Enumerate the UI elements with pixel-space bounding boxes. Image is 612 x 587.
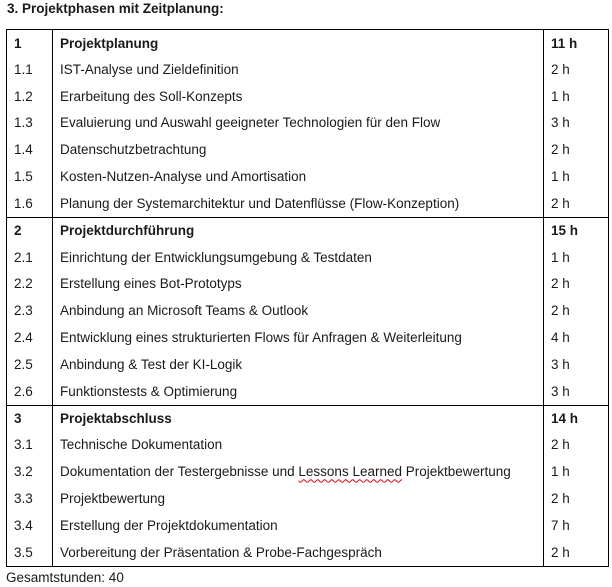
task-number: 1.5 [7,163,53,190]
section-heading: 3. Projektphasen mit Zeitplanung: [7,1,224,16]
spellcheck-flagged-text[interactable]: Lessons Learned [298,464,402,480]
phase-number: 2 [7,217,53,244]
task-hours: 3 h [544,110,609,137]
task-row [7,485,609,512]
task-number: 1.3 [7,110,53,137]
task-row [7,324,609,351]
phase-title: Projektabschluss [53,405,544,432]
task-number: 3.1 [7,432,53,459]
task-hours: 2 h [544,56,609,83]
task-row [7,297,609,324]
task-hours: 3 h [544,351,609,378]
phase-number: 1 [7,30,53,57]
task-title: Erstellung eines Bot-Prototyps [53,271,544,298]
task-hours: 1 h [544,244,609,271]
task-row [7,539,609,566]
phase-row [7,405,609,432]
phase-title: Projektdurchführung [53,217,544,244]
task-title-part: Projektbewertung [401,464,511,480]
task-number: 3.4 [7,512,53,539]
task-row [7,432,609,459]
task-title: Projektbewertung [53,485,544,512]
phase-row [7,30,609,57]
phase-row [7,217,609,244]
task-row [7,190,609,217]
task-number: 2.3 [7,297,53,324]
task-title: Vorbereitung der Präsentation & Probe-Fachgespräch [53,539,544,566]
task-number: 1.4 [7,136,53,163]
task-title: Entwicklung eines strukturierten Flows für Anfragen & Weiterleitung [53,324,544,351]
task-title: Erarbeitung des Soll-Konzepts [53,83,544,110]
phase-hours: 15 h [544,217,609,244]
task-number: 2.6 [7,378,53,405]
task-title: Funktionstests & Optimierung [53,378,544,405]
task-title [53,458,544,485]
phase-title: Projektplanung [53,30,544,57]
task-title: IST-Analyse und Zieldefinition [53,56,544,83]
total-hours: Gesamtstunden: 40 [6,570,124,585]
task-hours: 3 h [544,378,609,405]
task-title: Anbindung an Microsoft Teams & Outlook [53,297,544,324]
task-number: 1.2 [7,83,53,110]
task-title-part: Dokumentation der Testergebnisse und [60,464,299,480]
task-hours: 1 h [544,163,609,190]
task-number: 2.1 [7,244,53,271]
phase-hours: 11 h [544,30,609,57]
task-row [7,163,609,190]
task-row [7,271,609,298]
task-row [7,136,609,163]
task-title: Anbindung & Test der KI-Logik [53,351,544,378]
task-number: 1.1 [7,56,53,83]
task-hours: 4 h [544,324,609,351]
phase-number: 3 [7,405,53,432]
task-title: Technische Dokumentation [53,432,544,459]
task-number: 2.2 [7,271,53,298]
task-row [7,351,609,378]
task-hours: 2 h [544,190,609,217]
task-number: 2.5 [7,351,53,378]
task-title: Datenschutzbetrachtung [53,136,544,163]
task-title: Einrichtung der Entwicklungsumgebung & Testdaten [53,244,544,271]
task-hours: 2 h [544,539,609,566]
task-hours: 2 h [544,432,609,459]
task-title: Evaluierung und Auswahl geeigneter Technologien für den Flow [53,110,544,137]
task-row [7,110,609,137]
task-hours: 2 h [544,271,609,298]
project-phases-table [6,29,609,567]
task-row [7,512,609,539]
task-row [7,244,609,271]
task-hours: 7 h [544,512,609,539]
task-number: 3.2 [7,458,53,485]
task-row [7,378,609,405]
task-hours: 1 h [544,458,609,485]
task-number: 1.6 [7,190,53,217]
phase-hours: 14 h [544,405,609,432]
task-number: 2.4 [7,324,53,351]
task-number: 3.5 [7,539,53,566]
task-hours: 2 h [544,297,609,324]
task-hours: 2 h [544,136,609,163]
task-hours: 1 h [544,83,609,110]
task-row [7,458,609,485]
task-number: 3.3 [7,485,53,512]
task-title: Kosten-Nutzen-Analyse und Amortisation [53,163,544,190]
task-row [7,83,609,110]
task-title: Erstellung der Projektdokumentation [53,512,544,539]
task-title: Planung der Systemarchitektur und Datenflüsse (Flow-Konzeption) [53,190,544,217]
task-hours: 2 h [544,485,609,512]
task-row [7,56,609,83]
